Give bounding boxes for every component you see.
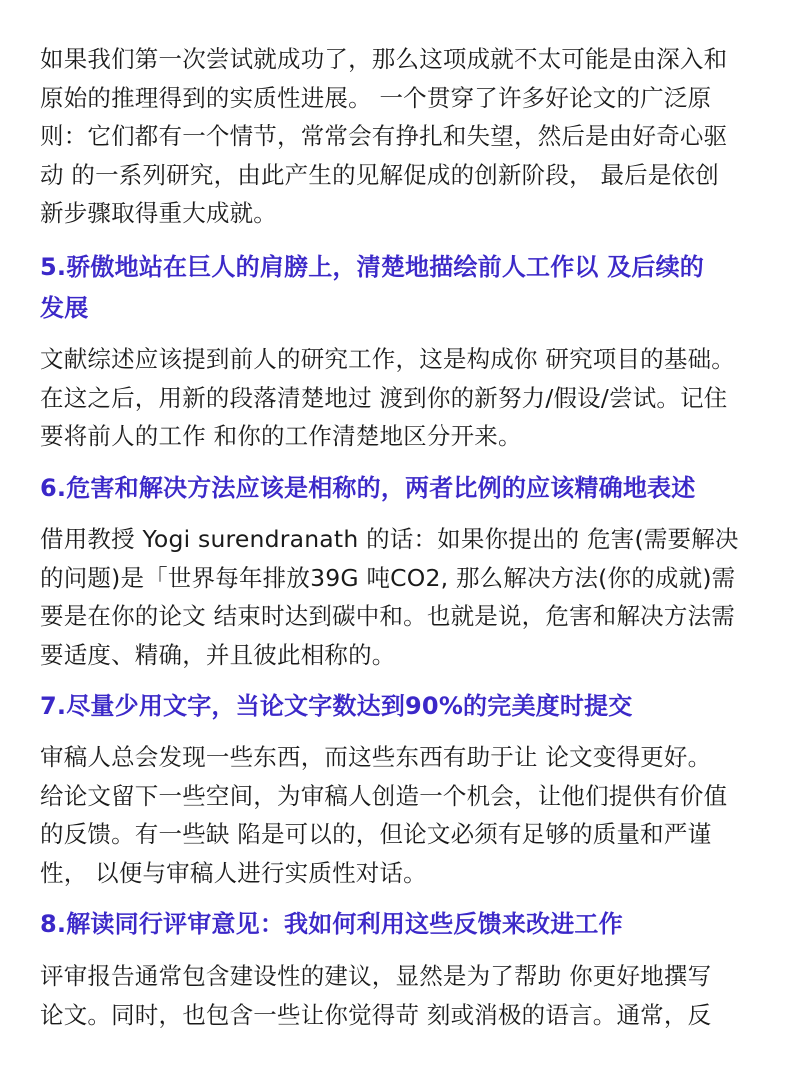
section-heading-8 (40, 904, 780, 945)
heading-line: 6.危害和解决方法应该是相称的，两者比例的应该精确地表述 (40, 474, 696, 502)
text-line: 要适度、精确，并且彼此相称的。 (40, 640, 396, 669)
heading-line: 5.骄傲地站在巨人的肩膀上，清楚地描绘前人工作以 及后续的 (40, 253, 704, 281)
heading-line: 发展 (40, 294, 89, 322)
heading-line: 7.尽量少用文字，当论文字数达到90%的完美度时提交 (40, 692, 633, 720)
section-heading-7 (40, 686, 780, 727)
paragraph-section-8 (40, 957, 780, 1034)
text-line: 的问题)是「世界每年排放39G 吨CO2, 那么解决方法(你的成就)需 (40, 563, 736, 592)
section-heading-5 (40, 247, 780, 329)
text-line: 论文。同时，也包含一些让你觉得苛 刻或消极的语言。通常，反 (40, 1000, 712, 1029)
heading-line: 8.解读同行评审意见：我如何利用这些反馈来改进工作 (40, 910, 623, 938)
text-line: 评审报告通常包含建设性的建议，显然是为了帮助 你更好地撰写 (40, 962, 712, 990)
paragraph-section-5 (40, 340, 780, 456)
text-line: 新步骤取得重大成就。 (40, 199, 277, 227)
text-line: 动 的一系列研究，由此产生的见解促成的创新阶段， 最后是依创 (40, 160, 719, 189)
text-line: 性， 以便与审稿人进行实质性对话。 (40, 858, 427, 887)
paragraph-section-7 (40, 738, 780, 892)
text-line: 在这之后，用新的段落清楚地过 渡到你的新努力/假设/尝试。记住 (40, 383, 728, 412)
text-line: 原始的推理得到的实质性进展。 一个贯穿了许多好论文的广泛原 (40, 83, 712, 112)
text-line: 如果我们第一次尝试就成功了，那么这项成就不太可能是由深入和 (40, 45, 728, 73)
paragraph-section-6 (40, 520, 780, 674)
text-line: 的反馈。有一些缺 陷是可以的，但论文必须有足够的质量和严谨 (40, 820, 712, 848)
text-line: 要将前人的工作 和你的工作清楚地区分开来。 (40, 422, 522, 450)
section-heading-6 (40, 468, 780, 509)
text-line: 给论文留下一些空间，为审稿人创造一个机会，让他们提供有价值 (40, 781, 728, 810)
paragraph-intro (40, 40, 780, 233)
text-line: 审稿人总会发现一些东西，而这些东西有助于让 论文变得更好。 (40, 743, 712, 771)
text-line: 则：它们都有一个情节，常常会有挣扎和失望，然后是由好奇心驱 (40, 122, 728, 150)
text-line: 文献综述应该提到前人的研究工作，这是构成你 研究项目的基础。 (40, 345, 735, 373)
text-line: 要是在你的论文 结束时达到碳中和。也就是说，危害和解决方法需 (40, 602, 735, 630)
text-line: 借用教授 Yogi surendranath 的话：如果你提出的 危害(需要解决 (40, 525, 739, 553)
